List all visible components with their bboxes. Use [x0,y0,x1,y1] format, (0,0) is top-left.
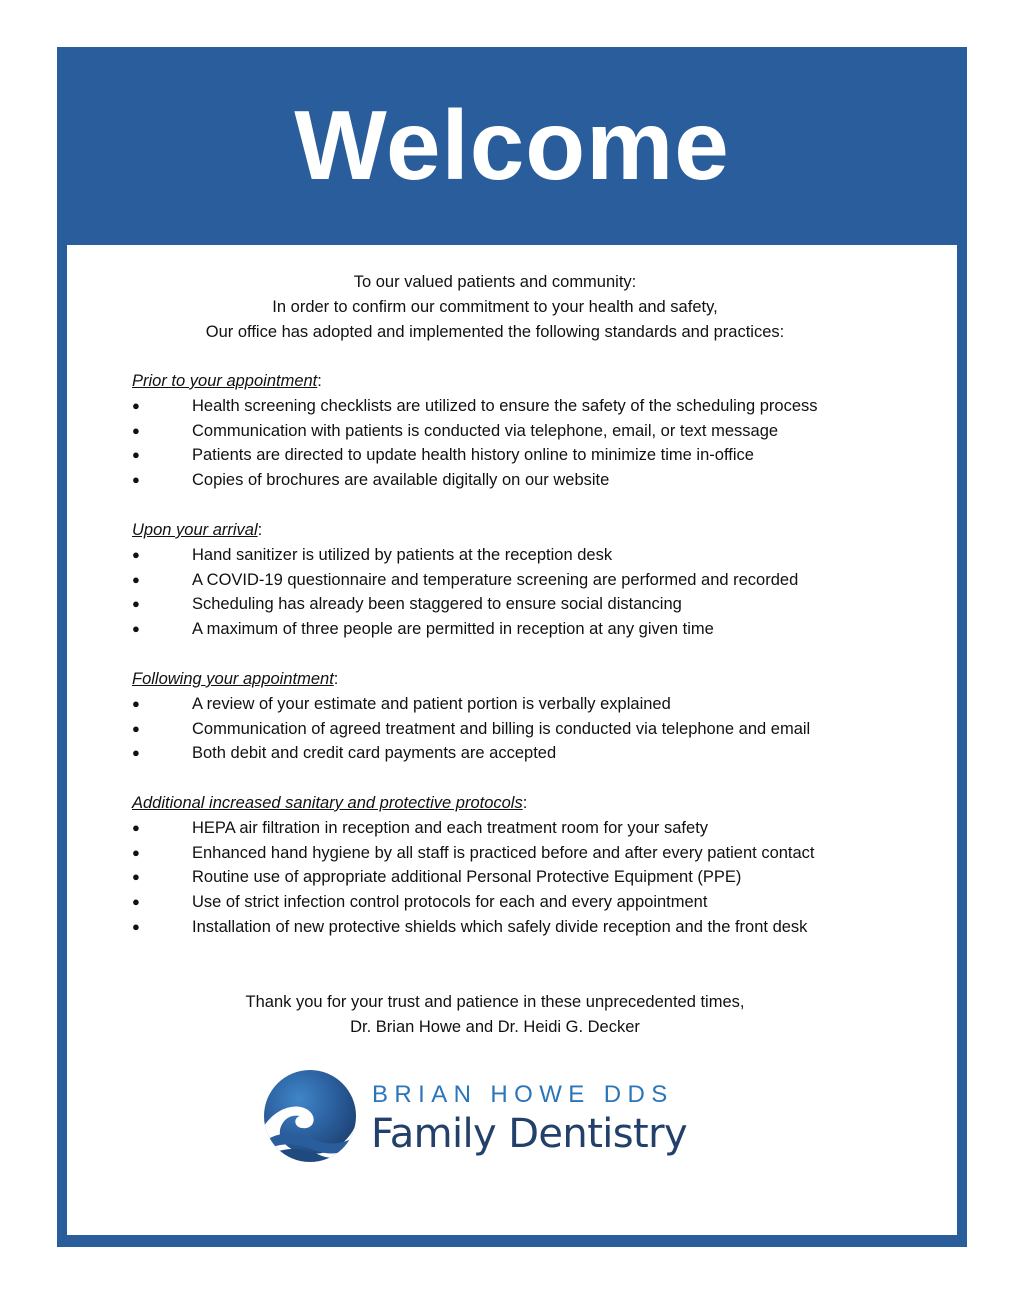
bullet-icon: ● [132,596,140,612]
bullet-icon: ● [132,397,140,413]
practice-logo [262,1068,732,1164]
bullet-list [132,816,932,940]
bullet-list [132,692,932,766]
section-heading: Upon your arrival: [132,521,263,539]
closing-signature: Dr. Brian Howe and Dr. Heidi G. Decker [350,1018,640,1036]
bullet-icon: ● [132,447,140,463]
bullet-icon: ● [132,546,140,562]
list-item: ● Patients are directed to update health history online to minimize time in-office [132,443,932,468]
bullet-icon: ● [132,918,140,934]
section-following-appointment [132,667,932,766]
list-item: ● Enhanced hand hygiene by all staff is practiced before and after every patient contact [132,841,932,866]
section-heading: Following your appointment: [132,670,339,688]
list-item: ● Communication with patients is conducted via telephone, email, or text message [132,419,932,444]
intro-line: In order to confirm our commitment to your health and safety, [272,297,718,316]
wave-circle-icon [262,1068,358,1164]
list-item: ● Hand sanitizer is utilized by patients at the reception desk [132,543,932,568]
bullet-icon: ● [132,720,140,736]
logo-practice-name: BRIAN HOWE DDS [372,1081,674,1108]
section-additional-protocols [132,791,932,940]
bullet-list [132,394,932,493]
intro-line: To our valued patients and community: [353,273,637,291]
section-prior-to-appointment [132,369,932,493]
bullet-list [132,543,932,642]
bullet-icon: ● [132,472,140,488]
logo-tagline: Family Dentistry [371,1111,688,1157]
bullet-icon: ● [132,894,140,910]
list-item: ● HEPA air filtration in reception and each treatment room for your safety [132,816,932,841]
bullet-icon: ● [132,621,140,637]
intro-line: Our office has adopted and implemented the following standards and practices: [205,322,785,341]
page-title: Welcome [294,90,730,200]
bullet-icon: ● [132,819,140,835]
list-item: ● Use of strict infection control protocols for each and every appointment [132,890,932,915]
list-item: ● Scheduling has already been staggered to ensure social distancing [132,592,932,617]
bullet-icon: ● [132,571,140,587]
list-item: ● A maximum of three people are permitted in reception at any given time [132,617,932,642]
list-item: ● Health screening checklists are utilized to ensure the safety of the scheduling process [132,394,932,419]
section-heading: Prior to your appointment: [132,372,322,390]
bullet-icon: ● [132,869,140,885]
list-item: ● Both debit and credit card payments are accepted [132,741,932,766]
list-item: ● Communication of agreed treatment and billing is conducted via telephone and email [132,717,932,742]
closing-message [67,990,923,1040]
list-item: ● Copies of brochures are available digitally on our website [132,468,932,493]
list-item: ● A review of your estimate and patient portion is verbally explained [132,692,932,717]
list-item: ● Installation of new protective shields which safely divide reception and the front desk [132,915,932,940]
section-heading: Additional increased sanitary and protective protocols: [132,794,528,812]
bullet-icon: ● [132,745,140,761]
intro-text [67,270,923,344]
bullet-icon: ● [132,422,140,438]
list-item: ● Routine use of appropriate additional Personal Protective Equipment (PPE) [132,865,932,890]
bullet-icon: ● [132,844,140,860]
bullet-icon: ● [132,695,140,711]
section-upon-arrival [132,518,932,642]
closing-thanks: Thank you for your trust and patience in these unprecedented times, [245,993,745,1011]
list-item: ● A COVID-19 questionnaire and temperature screening are performed and recorded [132,568,932,593]
